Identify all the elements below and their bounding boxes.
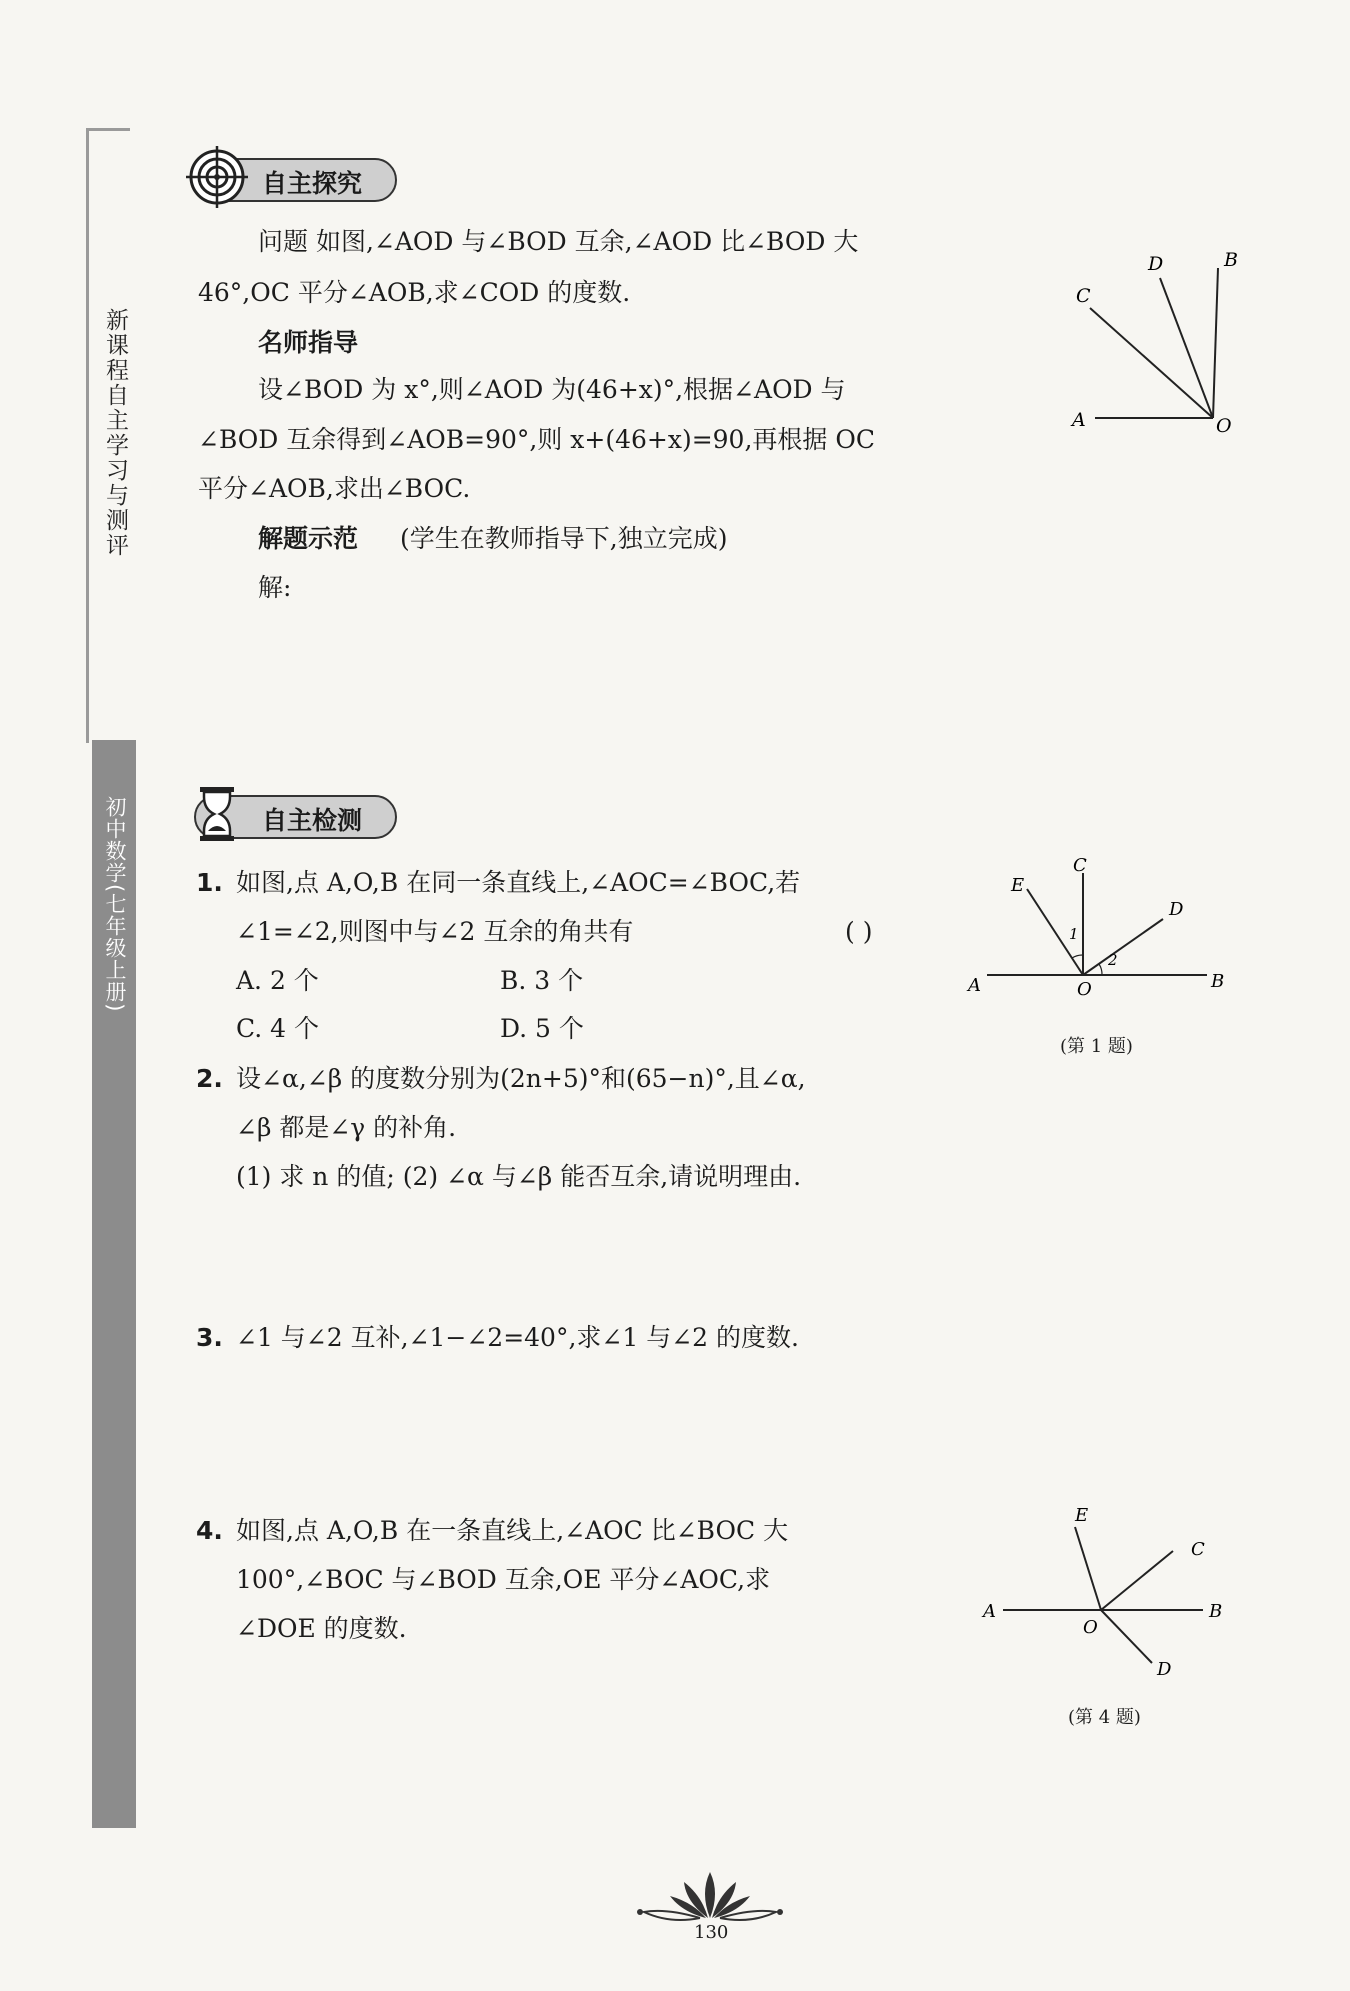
q1-option-a: A. 2 个: [236, 966, 319, 995]
problem-line-2: 46°,OC 平分∠AOB,求∠COD 的度数.: [198, 278, 631, 307]
q1-option-c: C. 4 个: [236, 1014, 319, 1043]
guide-line-2: ∠BOD 互余得到∠AOB=90°,则 x+(46+x)=90,再根据 OC: [198, 425, 875, 454]
guide-line-1: 设∠BOD 为 x°,则∠AOD 为(46+x)°,根据∠AOD 与: [258, 375, 846, 404]
ray-OD: [1101, 1610, 1152, 1663]
section-header-check: [194, 795, 397, 839]
q4-line-2: 100°,∠BOC 与∠BOD 互余,OE 平分∠AOC,求: [236, 1565, 771, 1594]
ray-OB: [1213, 268, 1218, 418]
q1-option-b: B. 3 个: [500, 966, 584, 995]
label-A: A: [968, 975, 981, 996]
sidebar-book-title: 新课程自主学习与测评: [102, 308, 128, 558]
label-C: C: [1076, 285, 1091, 307]
label-O: O: [1083, 1617, 1098, 1638]
ray-OE: [1075, 1527, 1101, 1610]
q4-line-1: 如图,点 A,O,B 在一条直线上,∠AOC 比∠BOC 大: [236, 1516, 789, 1545]
q1-number: 1.: [196, 868, 223, 897]
label-B: B: [1224, 249, 1238, 271]
sidebar-grade-label: 初中数学(七年级上册): [103, 796, 127, 1013]
q4-number: 4.: [196, 1516, 223, 1545]
problem-line-1: 问题 如图,∠AOD 与∠BOD 互余,∠AOD 比∠BOD 大: [258, 227, 859, 256]
section-title-check: 自主检测: [262, 806, 363, 835]
label-angle-1: 1: [1069, 925, 1079, 943]
ray-OD: [1083, 919, 1163, 975]
label-A: A: [1072, 409, 1086, 431]
q4-line-3: ∠DOE 的度数.: [236, 1614, 407, 1643]
q3-number: 3.: [196, 1323, 223, 1352]
section-title-explore: 自主探究: [262, 169, 363, 198]
q1-caption: (第 1 题): [1060, 1036, 1133, 1057]
label-D: D: [1169, 899, 1184, 920]
page-number: 130: [694, 1922, 729, 1943]
hourglass-icon: [184, 781, 250, 847]
label-O: O: [1077, 979, 1092, 1000]
q1-line-2: ∠1=∠2,则图中与∠2 互余的角共有: [236, 917, 634, 946]
q1-line-1: 如图,点 A,O,B 在同一条直线上,∠AOC=∠BOC,若: [236, 868, 801, 897]
label-B: B: [1209, 1601, 1223, 1622]
demo-title: 解题示范: [258, 524, 359, 553]
label-B: B: [1211, 971, 1225, 992]
label-E: E: [1075, 1505, 1089, 1526]
figure-q1: [965, 855, 1235, 1005]
guide-title: 名师指导: [258, 328, 359, 357]
floral-ornament-icon: [630, 1868, 790, 1924]
q4-caption: (第 4 题): [1068, 1707, 1141, 1728]
ray-OC: [1101, 1551, 1173, 1610]
q2-number: 2.: [196, 1064, 223, 1093]
answer-label: 解:: [258, 573, 292, 602]
ray-OC: [1090, 308, 1213, 418]
label-D: D: [1157, 1659, 1172, 1680]
label-E: E: [1011, 875, 1025, 896]
demo-note: (学生在教师指导下,独立完成): [400, 524, 728, 553]
guide-line-3: 平分∠AOB,求出∠BOC.: [198, 474, 471, 503]
q1-answer-paren: ( ): [845, 917, 873, 946]
q2-line-1: 设∠α,∠β 的度数分别为(2n+5)°和(65−n)°,且∠α,: [236, 1064, 806, 1093]
label-A: A: [983, 1601, 996, 1622]
figure-explore-angles: [1030, 240, 1250, 440]
label-angle-2: 2: [1108, 951, 1118, 969]
figure-q4: [975, 1505, 1240, 1680]
label-C: C: [1073, 855, 1087, 876]
label-O: O: [1216, 415, 1232, 437]
section-header-explore: [194, 158, 397, 202]
q3-line-1: ∠1 与∠2 互补,∠1−∠2=40°,求∠1 与∠2 的度数.: [236, 1323, 799, 1352]
q2-line-3: (1) 求 n 的值; (2) ∠α 与∠β 能否互余,请说明理由.: [236, 1162, 802, 1191]
q2-line-2: ∠β 都是∠γ 的补角.: [236, 1113, 457, 1142]
target-icon: [184, 144, 250, 210]
ray-OD: [1160, 278, 1213, 418]
label-D: D: [1148, 253, 1164, 275]
label-C: C: [1191, 1539, 1205, 1560]
q1-option-d: D. 5 个: [500, 1014, 584, 1043]
